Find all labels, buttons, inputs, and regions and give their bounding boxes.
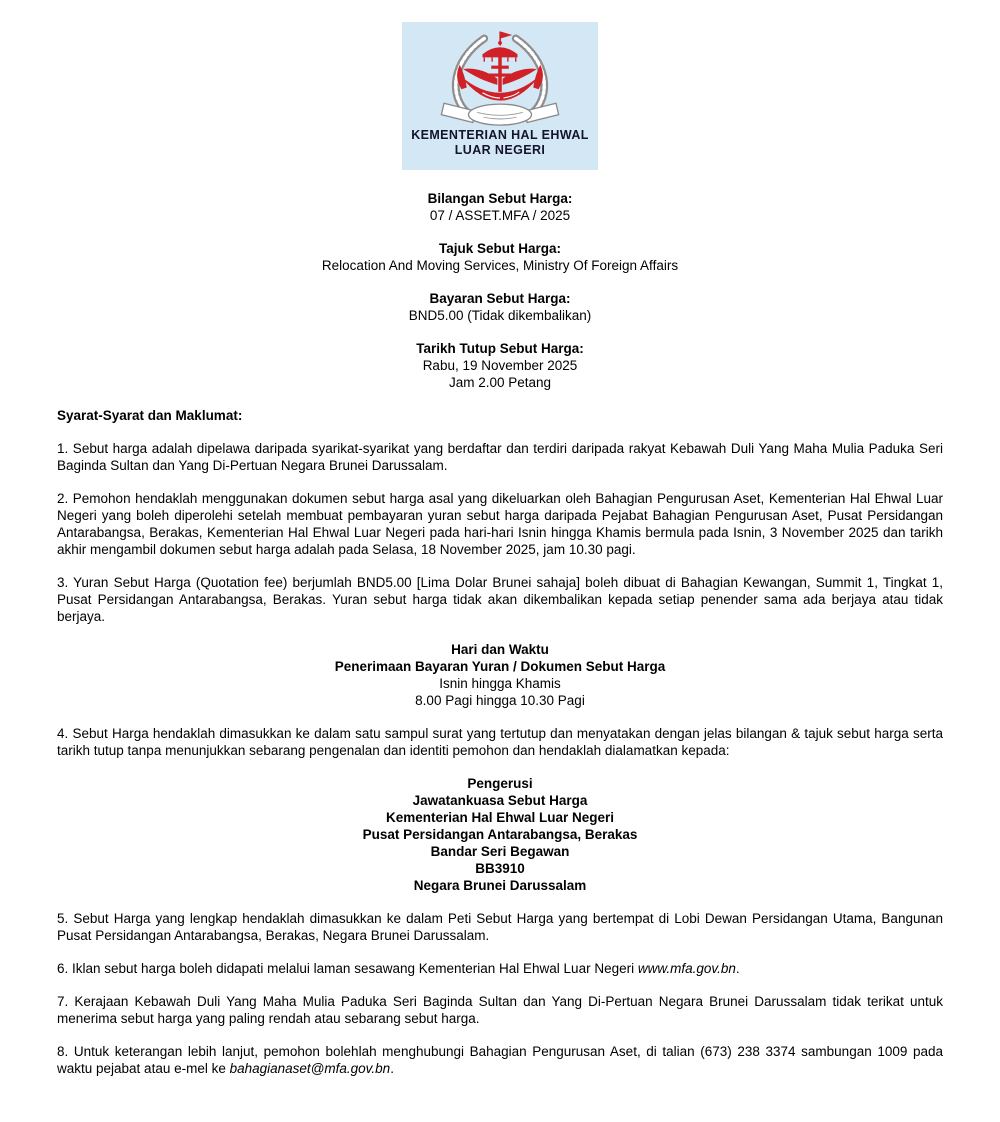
address-line-country: Negara Brunei Darussalam [413,878,587,893]
payment-times: 8.00 Pagi hingga 10.30 Pagi [415,693,585,708]
text-run: 7. Kerajaan Kebawah Duli Yang Maha Mulia Paduka Seri Baginda Sultan dan Yang Di-Pertuan Negara Brunei Darussalam tidak terikat untuk menerima sebut harga yang paling rendah atau sebarang sebut harga. [57,994,943,1026]
text-run: 2. Pemohon hendaklah menggunakan dokumen sebut harga asal yang dikeluarkan oleh Bahagian Pengurusan Aset, Kementerian Hal Ehwal Luar Negeri yang boleh diperolehi setelah membuat pembayaran yuran sebut harga daripada Pejabat Bahagian Pengurusan Aset, Pusat Persidangan Antarabangsa, Berakas, Kementerian Hal Ehwal Luar Negeri pada hari-hari Isnin hingga Khamis bermula pada Isnin, 3 November 2025 dan tarikh akhir mengambil dokumen sebut harga adalah pada Selasa, 18 November 2025, jam 10.30 pagi. [57,491,943,557]
payment-hours-subtitle: Penerimaan Bayaran Yuran / Dokumen Sebut Harga [334,659,666,674]
text-run: 8. Untuk keterangan lebih lanjut, pemohon bolehlah menghubungi Bahagian Pengurusan Aset, di talian (673) 238 3374 sambungan 1009 pada waktu pejabat atau e-mel ke [57,1044,943,1076]
address-line-building: Pusat Persidangan Antarabangsa, Berakas [362,827,638,842]
quotation-fee-label: Bayaran Sebut Harga: [429,291,571,306]
quotation-number-value: 07 / ASSET.MFA / 2025 [429,208,571,223]
term-paragraph-8 [57,1043,943,1077]
ministry-name-line2: LUAR NEGERI [454,143,546,157]
text-run: www.mfa.gov.bn [637,961,736,976]
address-line-ministry: Kementerian Hal Ehwal Luar Negeri [385,810,615,825]
term-paragraph-1 [57,440,943,474]
quotation-fee-value: BND5.00 (Tidak dikembalikan) [408,308,592,323]
closing-time-value: Jam 2.00 Petang [448,375,552,390]
terms-heading: Syarat-Syarat dan Maklumat: [57,408,243,423]
text-run: bahagianaset@mfa.gov.bn [229,1061,391,1076]
quotation-title-value: Relocation And Moving Services, Ministry Of Foreign Affairs [321,258,679,273]
payment-hours-block [57,641,943,709]
text-run: 6. Iklan sebut harga boleh didapati melalui laman sesawang Kementerian Hal Ehwal Luar Negeri [57,961,638,976]
quotation-title-block [57,240,943,274]
text-run: 3. Yuran Sebut Harga (Quotation fee) berjumlah BND5.00 [Lima Dolar Brunei sahaja] boleh dibuat di Bahagian Kewangan, Summit 1, Tingkat 1, Pusat Persidangan Antarabangsa, Berakas. Yuran sebut harga tidak akan dikembalikan kepada setiap penender sama ada berjaya atau tidak berjaya. [57,575,943,624]
ministry-name [402,128,598,158]
closing-date-label: Tarikh Tutup Sebut Harga: [416,341,584,356]
address-line-postcode: BB3910 [475,861,525,876]
quotation-title-label: Tajuk Sebut Harga: [438,241,562,256]
text-run: . [390,1061,394,1076]
term-paragraph-6 [57,960,943,977]
quotation-fee-block [57,290,943,324]
red-crest [457,32,543,101]
term-paragraph-3 [57,574,943,625]
term-paragraph-7 [57,993,943,1027]
address-line-city: Bandar Seri Begawan [430,844,570,859]
submission-address-block [57,775,943,894]
term-paragraph-5 [57,910,943,944]
payment-days: Isnin hingga Khamis [439,676,561,691]
ministry-name-line1: KEMENTERIAN HAL EHWAL [411,128,589,142]
text-run: 1. Sebut harga adalah dipelawa daripada syarikat-syarikat yang berdaftar dan terdiri daripada rakyat Kebawah Duli Yang Maha Mulia Paduka Seri Baginda Sultan dan Yang Di-Pertuan Negara Brunei Darussalam. [57,441,943,473]
text-run: 5. Sebut Harga yang lengkap hendaklah dimasukkan ke dalam Peti Sebut Harga yang bertempat di Lobi Dewan Persidangan Utama, Bangunan Pusat Persidangan Antarabangsa, Berakas, Negara Brunei Darussalam. [57,911,943,943]
closing-date-block [57,340,943,391]
brunei-national-emblem-icon [412,28,588,126]
text-run: 4. Sebut Harga hendaklah dimasukkan ke dalam satu sampul surat yang tertutup dan menyatakan dengan jelas bilangan & tajuk sebut harga serta tarikh tutup tanpa menunjukkan sebarang pengenalan dan identiti pemohon dan hendaklah dialamatkan kepada: [57,726,943,758]
quotation-number-label: Bilangan Sebut Harga: [427,191,573,206]
address-line-committee: Jawatankuasa Sebut Harga [412,793,588,808]
closing-date-value: Rabu, 19 November 2025 [422,358,578,373]
term-paragraph-4 [57,725,943,759]
payment-hours-title: Hari dan Waktu [451,642,549,657]
address-line-chairman: Pengerusi [467,776,533,791]
text-run: . [735,961,740,976]
ministry-logo [402,22,598,170]
term-paragraph-2 [57,490,943,558]
ribbon-banner [441,103,558,125]
quotation-number-block [57,190,943,224]
